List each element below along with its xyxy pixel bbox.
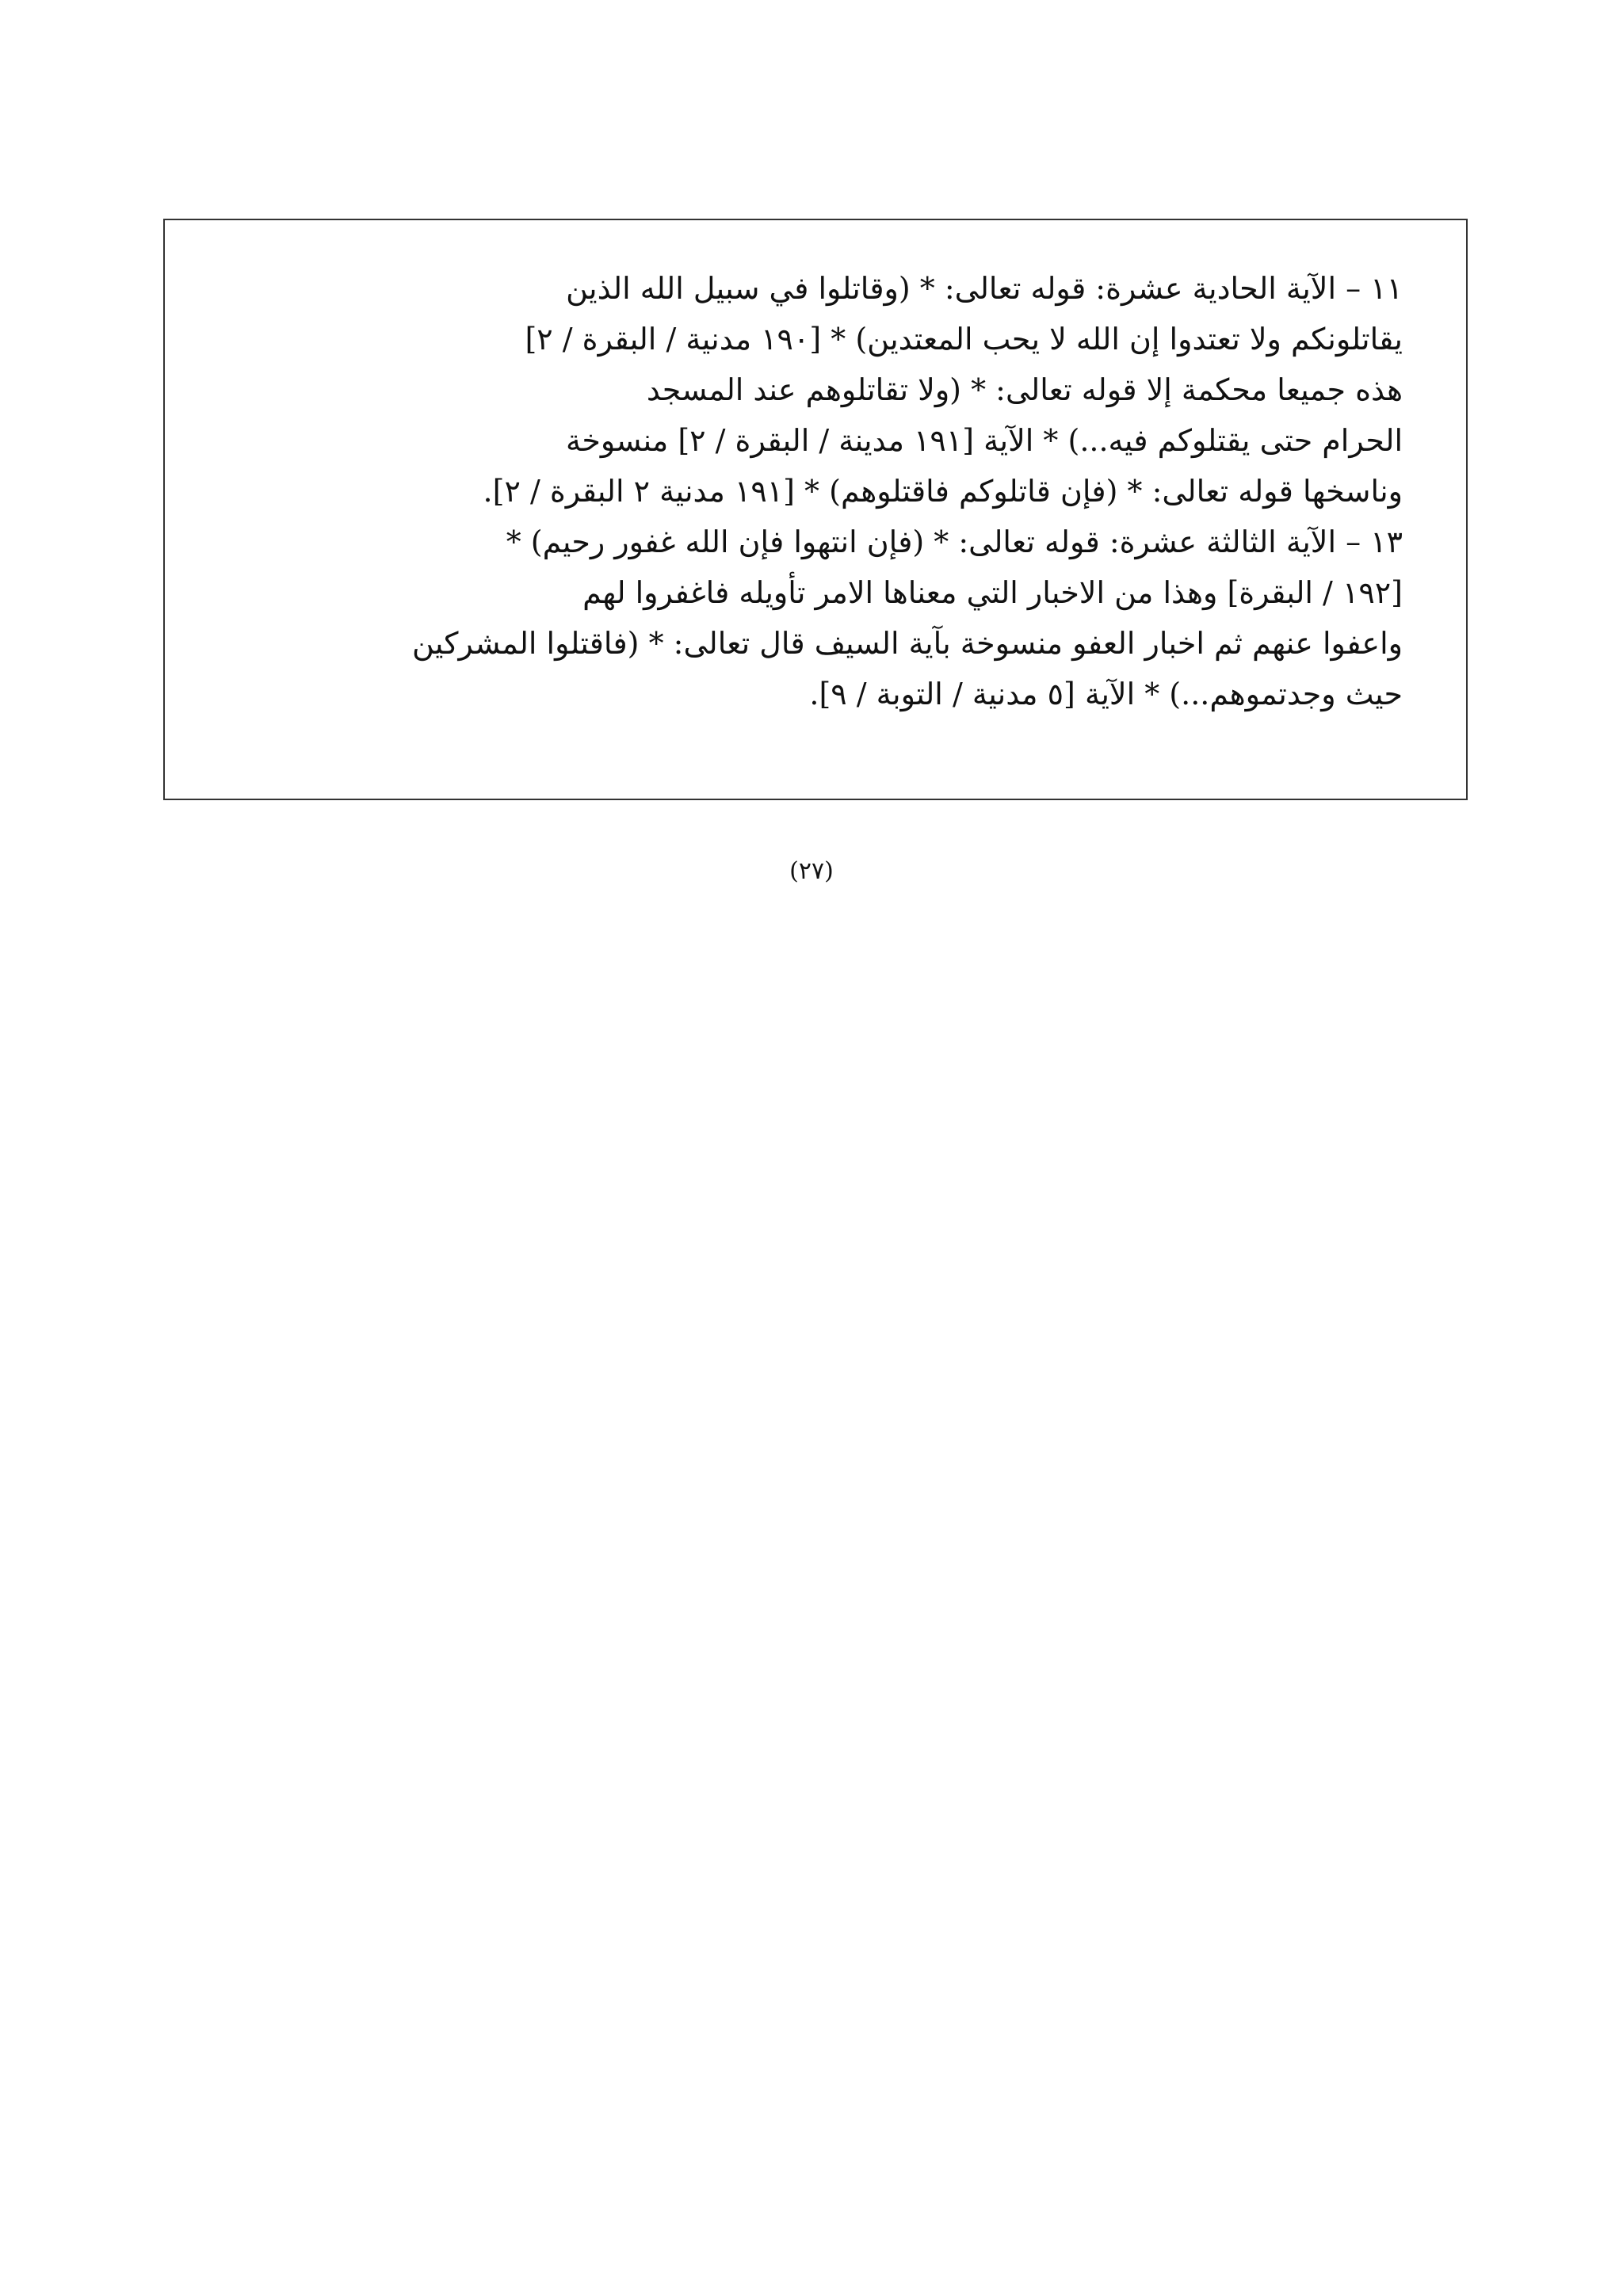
page-number: (٢٧) (789, 857, 834, 885)
text-line-8: واعفوا عنهم ثم اخبار العفو منسوخة بآية السيف قال تعالى: * (فاقتلوا المشركين (412, 626, 1403, 661)
text-line-1: ١١ – الآية الحادية عشرة: قوله تعالى: * (وقاتلوا في سبيل الله الذين (566, 271, 1403, 306)
text-line-2: يقاتلونكم ولا تعتدوا إن الله لا يحب المعتدين) * [١٩٠ مدنية / البقرة / ٢] (525, 322, 1403, 357)
text-line-5: وناسخها قوله تعالى: * (فإن قاتلوكم فاقتلوهم) * [١٩١ مدنية ٢ البقرة / ٢]. (483, 474, 1403, 509)
text-line-9: حيث وجدتموهم...) * الآية [٥ مدنية / التوبة / ٩]. (809, 677, 1403, 711)
text-line-6: ١٣ – الآية الثالثة عشرة: قوله تعالى: * (فإن انتهوا فإن الله غفور رحيم) * (506, 524, 1403, 559)
text-line-4: الحرام حتى يقتلوكم فيه...) * الآية [١٩١ مدينة / البقرة / ٢] منسوخة (566, 423, 1403, 458)
text-frame (163, 219, 1468, 800)
text-line-3: هذه جميعا محكمة إلا قوله تعالى: * (ولا تقاتلوهم عند المسجد (646, 372, 1403, 407)
text-line-7: [١٩٢ / البقرة] وهذا من الاخبار التي معناها الامر تأويله فاغفروا لهم (582, 575, 1403, 610)
